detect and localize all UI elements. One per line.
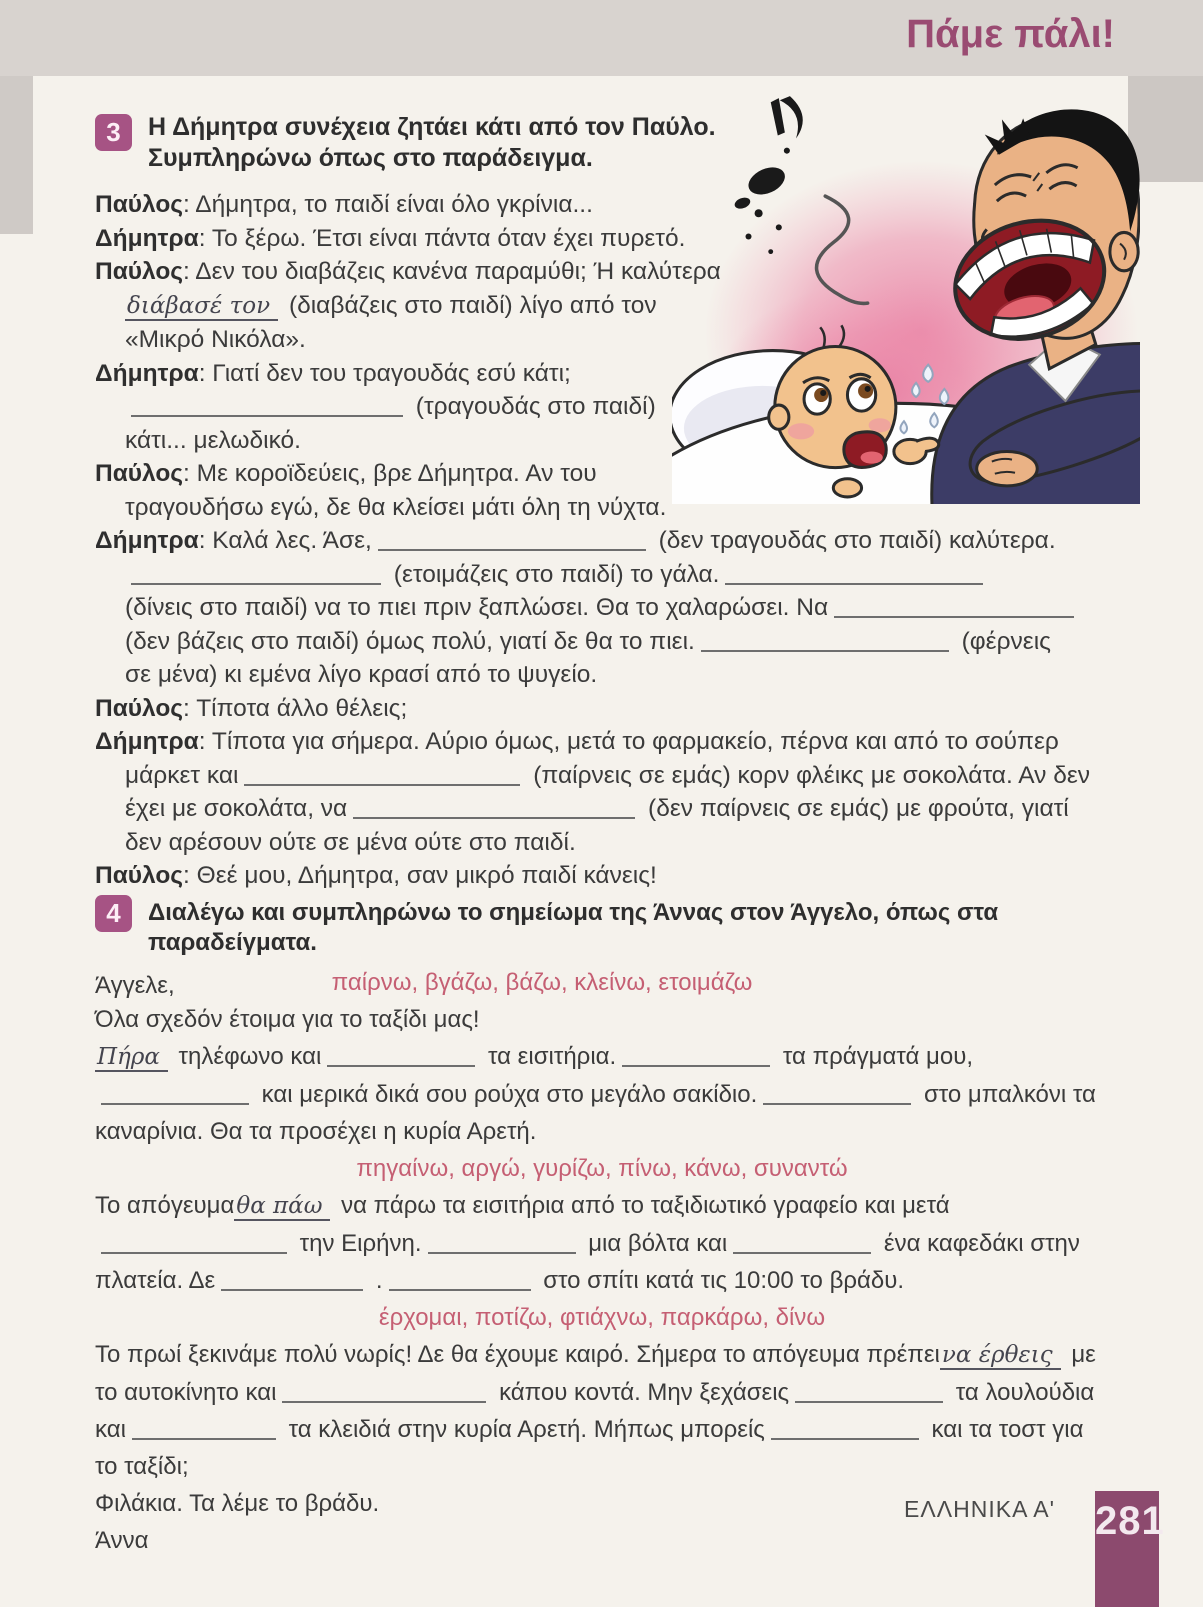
text-line (95, 1411, 1109, 1448)
text-segment: τραγουδήσω εγώ, δε θα κλείσει μάτι όλη τη νύχτα. (125, 493, 667, 521)
letter-salutation: Άγγελε, (95, 972, 175, 999)
text-segment: : Τίποτα για σήμερα. Αύριο όμως, μετά το φαρμακείο, πέρνα και από το σούπερ (198, 728, 1059, 755)
word-bank-2: πηγαίνω, αργώ, γυρίζω, πίνω, κάνω, συναντώ (356, 1155, 848, 1182)
text-segment: κάπου κοντά. Μην ξεχάσεις (492, 1379, 790, 1406)
salutation-row (95, 964, 1109, 1001)
text-line (95, 1522, 1109, 1559)
text-segment: . (369, 1267, 383, 1294)
text-segment: καναρίνια. Θα τα προσέχει η κυρία Αρετή. (95, 1118, 537, 1145)
text-line (95, 390, 1109, 424)
text-segment: δεν αρέσουν ούτε σε μένα ούτε στο παιδί. (125, 828, 576, 856)
text-segment: τα εισιτήρια. (481, 1043, 617, 1070)
blank-field (771, 1417, 919, 1440)
text-line (95, 255, 1109, 289)
exercise-3-title-line1: Η Δήμητρα συνέχεια ζητάει κάτι από τον Παύλο. (148, 113, 716, 141)
blank-field (282, 1380, 486, 1403)
text-line (95, 1187, 1109, 1225)
blank-field (327, 1044, 475, 1067)
text-segment: το ταξίδι; (95, 1453, 189, 1480)
text-segment: «Μικρό Νικόλα». (125, 326, 306, 353)
blank-field (132, 1417, 276, 1440)
left-margin-tab (0, 76, 33, 234)
text-segment: στο μπαλκόνι τα (917, 1081, 1096, 1108)
text-segment: να πάρω τα εισιτήρια από το ταξιδιωτικό γραφείο και μετά (334, 1192, 950, 1219)
text-line (95, 289, 1109, 324)
speaker-name: Παύλος (95, 191, 184, 218)
speaker-name: Δήμητρα (95, 359, 199, 387)
text-segment: (δεν βάζεις στο παιδί) όμως πολύ, γιατί δε θα το πιει. (125, 627, 695, 655)
blank-field (389, 1268, 531, 1291)
text-line (95, 859, 1109, 893)
exercise-4-title: Διαλέγω και συμπληρώνω το σημείωμα της Άννας στον Άγγελο, όπως στα παραδείγματα. (148, 899, 999, 956)
footer-book-label: ΕΛΛΗΝΙΚΑ Α' (904, 1496, 1055, 1522)
text-segment: με (1064, 1341, 1096, 1368)
text-line (95, 1225, 1109, 1262)
text-segment: : Τίποτα άλλο θέλεις; (183, 694, 408, 722)
blank-field (244, 763, 520, 786)
letter-paragraph-2 (95, 1187, 1109, 1299)
word-bank-3: έρχομαι, ποτίζω, φτιάχνω, παρκάρω, δίνω (378, 1304, 826, 1331)
text-segment: Το απόγευμα (95, 1192, 235, 1219)
text-segment: (δεν παίρνεις σε εμάς) με φρούτα, γιατί (641, 795, 1069, 822)
speaker-name: Παύλος (95, 258, 184, 285)
text-segment: πλατεία. Δε (95, 1267, 216, 1294)
text-line (95, 1448, 1109, 1485)
text-line (95, 558, 1109, 592)
letter-paragraph-1 (95, 1001, 1109, 1150)
handwritten-answer: Πήρα (95, 1044, 168, 1072)
text-segment: : Με κοροϊδεύεις, βρε Δήμητρα. Αν του (183, 460, 597, 487)
exercise-3-header (95, 112, 1109, 174)
text-segment: : Καλά λες. Άσε, (198, 527, 372, 554)
text-line (95, 826, 1109, 860)
word-bank-1: παίρνω, βγάζω, βάζω, κλείνω, ετοιμάζω (331, 969, 753, 996)
text-segment: και μερικά δικά σου ρούχα στο μεγάλο σακίδιο. (255, 1081, 758, 1108)
exercise-3-title-line2: Συμπληρώνω όπως στο παράδειγμα. (148, 144, 593, 172)
page-title: Πάμε πάλι! (906, 12, 1115, 56)
text-segment: Το πρωί ξεκινάμε πολύ νωρίς! Δε θα έχουμε καιρό. Σήμερα το απόγευμα πρέπει (95, 1341, 940, 1368)
speaker-name: Παύλος (95, 862, 184, 889)
letter-paragraph-3 (95, 1336, 1109, 1559)
blank-field (131, 394, 403, 417)
text-segment: την Ειρήνη. (293, 1230, 422, 1257)
page-number-box (1095, 1491, 1165, 1607)
blank-field (622, 1044, 770, 1067)
page-number: 281 (1095, 1499, 1165, 1543)
text-segment: τα λουλούδια (949, 1379, 1095, 1406)
handwritten-answer: διάβασέ τον (125, 293, 278, 321)
text-line (95, 1076, 1109, 1113)
text-line (95, 188, 1109, 222)
speaker-name: Δήμητρα (95, 527, 199, 554)
text-segment: (τραγουδάς στο παιδί) (409, 393, 656, 420)
text-segment: ένα καφεδάκι στην (877, 1230, 1080, 1257)
text-segment: (δεν τραγουδάς στο παιδί) καλύτερα. (651, 527, 1056, 554)
text-segment: μια βόλτα και (581, 1230, 728, 1257)
text-segment: : Δήμητρα, το παιδί είναι όλο γκρίνια... (183, 191, 593, 218)
handwritten-answer: να έρθεις (940, 1342, 1061, 1370)
text-segment: Φιλάκια. Τα λέμε το βράδυ. (95, 1490, 380, 1517)
exercise-3-title (148, 112, 716, 174)
text-segment: Άννα (95, 1527, 149, 1554)
text-segment: : Γιατί δεν του τραγουδάς εσύ κάτι; (198, 359, 571, 387)
text-segment: τα κλειδιά στην κυρία Αρετή. Μήπως μπορείς (281, 1416, 765, 1443)
text-segment: τηλέφωνο και (171, 1043, 322, 1070)
dialogue (95, 188, 1109, 893)
blank-field (725, 562, 983, 585)
exercise-number-badge: 4 (95, 895, 132, 932)
text-line (95, 1374, 1109, 1411)
text-line (95, 792, 1109, 826)
blank-field (733, 1231, 871, 1254)
text-line (95, 692, 1109, 726)
text-line (95, 491, 1109, 525)
text-segment: (παίρνεις σε εμάς) κορν φλέικς με σοκολάτα. Αν δεν (526, 761, 1090, 789)
text-segment: έχει με σοκολάτα, να (125, 795, 348, 822)
text-segment: τα πράγματά μου, (776, 1043, 974, 1070)
text-line (95, 658, 1109, 692)
text-line (95, 759, 1109, 793)
text-line (95, 1113, 1109, 1150)
text-line (95, 1336, 1109, 1374)
exercise-number-badge: 3 (95, 114, 132, 151)
exercise-4 (95, 893, 1109, 1559)
blank-field (795, 1380, 943, 1403)
blank-field (763, 1082, 911, 1105)
speaker-name: Δήμητρα (95, 224, 199, 252)
text-line (95, 1262, 1109, 1299)
text-line (95, 524, 1109, 558)
text-segment: το αυτοκίνητο και (95, 1379, 277, 1406)
text-line (95, 457, 1109, 491)
text-segment: : Δεν του διαβάζεις κανένα παραμύθι; Ή καλύτερα (183, 258, 721, 285)
blank-field (701, 629, 949, 652)
text-segment: και (95, 1416, 126, 1443)
text-line (95, 357, 1109, 391)
handwritten-answer: θα πάω (234, 1193, 330, 1221)
text-line (95, 591, 1109, 625)
text-line (95, 323, 1109, 357)
blank-field (221, 1268, 363, 1291)
blank-field (353, 796, 635, 819)
text-segment: μάρκετ και (125, 761, 239, 789)
text-segment: (ετοιμάζεις στο παιδί) το γάλα. (387, 560, 720, 588)
blank-field (101, 1082, 249, 1105)
speaker-name: Παύλος (95, 460, 184, 487)
text-line (95, 222, 1109, 256)
blank-field (101, 1231, 287, 1254)
exercise-3 (95, 112, 1109, 893)
blank-field (131, 562, 381, 585)
text-segment: : Θεέ μου, Δήμητρα, σαν μικρό παιδί κάνεις! (183, 862, 657, 889)
speaker-name: Παύλος (95, 694, 184, 722)
blank-field (428, 1231, 576, 1254)
text-line (95, 1038, 1109, 1076)
text-line (95, 424, 1109, 458)
text-segment: κάτι... μελωδικό. (125, 426, 301, 454)
text-segment: και τα τοστ για (924, 1416, 1084, 1443)
text-segment: (δίνεις στο παιδί) να το πιει πριν ξαπλώσει. Θα το χαλαρώσει. Να (125, 594, 829, 621)
text-segment: (φέρνεις (954, 627, 1051, 655)
text-line (95, 725, 1109, 759)
text-segment: (διαβάζεις στο παιδί) λίγο από τον (282, 291, 657, 319)
text-line (95, 1001, 1109, 1038)
text-segment: στο σπίτι κατά τις 10:00 το βράδυ. (536, 1267, 905, 1294)
text-segment: Όλα σχεδόν έτοιμα για το ταξίδι μας! (95, 1006, 480, 1033)
text-segment: σε μένα) κι εμένα λίγο κρασί από το ψυγείο. (125, 661, 598, 688)
text-segment: : Το ξέρω. Έτσι είναι πάντα όταν έχει πυρετό. (198, 224, 686, 252)
blank-field (378, 528, 646, 551)
speaker-name: Δήμητρα (95, 728, 199, 755)
exercise-4-header (95, 893, 1109, 958)
blank-field (834, 595, 1074, 618)
text-line (95, 625, 1109, 659)
